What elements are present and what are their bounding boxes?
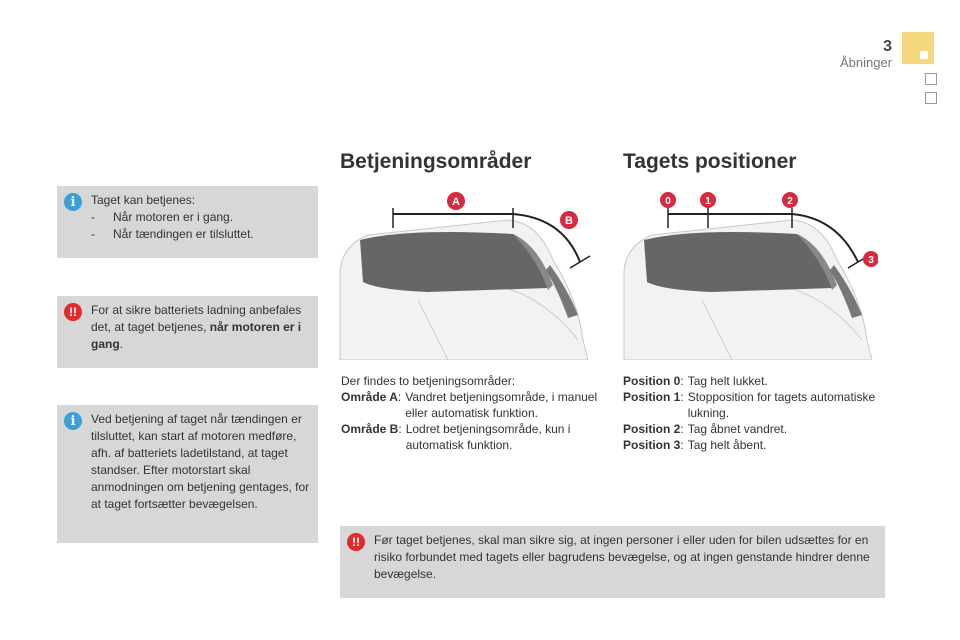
marker-label: B: [565, 215, 573, 227]
area-item: Område B: Lodret betjeningsområde, kun i automatisk funktion.: [341, 422, 571, 452]
positions-description: [623, 373, 908, 453]
heading-tagets-positioner: Tagets positioner: [623, 150, 797, 173]
position-item: Position 2: Tag åbnet vandret.: [623, 422, 788, 436]
info-icon: [64, 412, 82, 430]
marker-label: 2: [787, 196, 793, 207]
page-number: 3: [883, 38, 892, 55]
warning-note-safety: [340, 526, 885, 598]
note-text: Før taget betjenes, skal man sikre sig, at ingen personer i eller uden for bilen udsættes for en risiko forbundet med tagets eller bagrudens bevægelse, og at ingen genstande hindrer denne bevægelse.: [374, 533, 870, 581]
heading-betjeningsomrader: Betjeningsområder: [340, 150, 532, 173]
chapter-tab-empty: [925, 73, 937, 85]
area-item: Område A: Vandret betjeningsområde, i manuel eller automatisk funktion.: [341, 390, 598, 420]
warning-icon: [64, 303, 82, 321]
chapter-tab-empty: [925, 92, 937, 104]
warning-note-battery: [57, 296, 318, 368]
areas-description: [341, 373, 616, 453]
note-text: Ved betjening af taget når tændingen er tilsluttet, kan start af motoren medføre, afh. af batteriets ladetilstand, at taget standser. Efter motorstart skal anmodningen om betjening gentages, for at taget fortsætter bevægelsen.: [91, 412, 310, 511]
chapter-title: Åbninger: [839, 55, 892, 70]
note-text: For at sikre batteriets ladning anbefales det, at taget betjenes, når motoren er i gang.: [91, 303, 302, 351]
marker-label: 3: [868, 255, 874, 266]
list-item: - Når motoren er i gang.: [91, 210, 234, 224]
marker-label: 0: [665, 196, 671, 207]
roof-areas-illustration: [338, 190, 594, 360]
position-item: Position 0: Tag helt lukket.: [623, 374, 768, 388]
marker-label: A: [452, 196, 460, 208]
list-item: - Når tændingen er tilsluttet.: [91, 227, 254, 241]
info-note-operation: [57, 186, 318, 258]
chapter-tab: [902, 32, 934, 64]
position-item: Position 1: Stopposition for tagets automatiske lukning.: [623, 390, 876, 420]
info-icon: [64, 193, 82, 211]
info-note-ignition: [57, 405, 318, 543]
areas-intro: Der findes to betjeningsområder:: [341, 374, 516, 388]
position-item: Position 3: Tag helt åbent.: [623, 438, 767, 452]
warning-icon: [347, 533, 365, 551]
note-intro: Taget kan betjenes:: [91, 193, 196, 207]
marker-label: 1: [705, 196, 711, 207]
roof-positions-illustration: [622, 190, 878, 360]
